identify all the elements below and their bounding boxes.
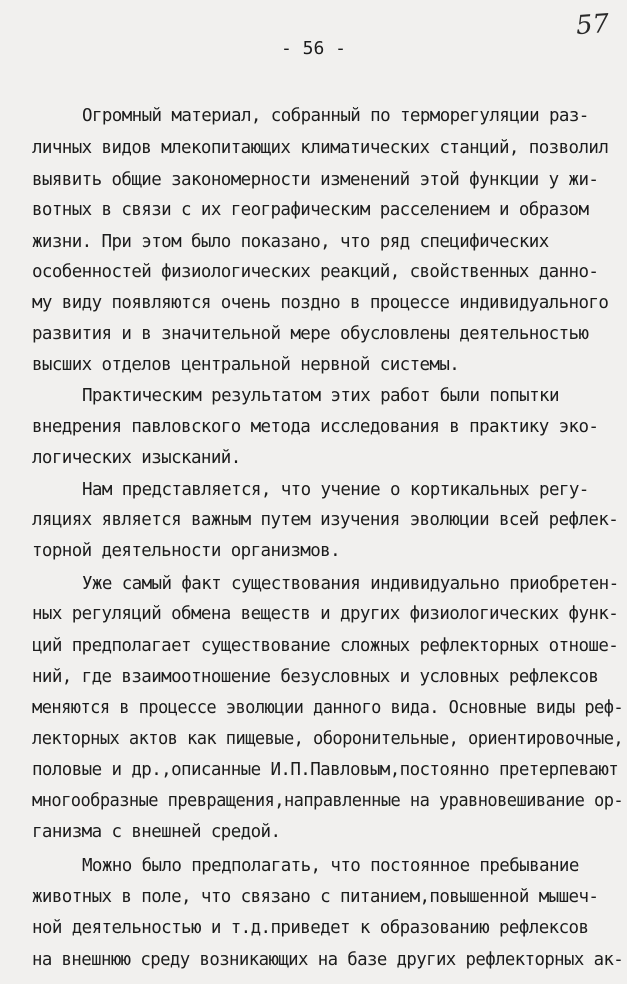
text-line: ний, где взаимоотношение безусловных и условных рефлексов [32,667,599,687]
page-number: - 56 - [280,38,347,59]
text-line: половые и др.,описанные И.П.Павловым,постоянно претерпевают [32,760,619,780]
text-line: лекторных актов как пищевые, оборонительные, ориентировочные, [32,729,624,749]
text-line: Практическим результатом этих работ были попытки [82,386,559,406]
text-line: особенностей физиологических реакций, свойственных данно- [32,262,599,282]
text-line: логических изысканий. [32,448,241,468]
text-line: вотных в связи с их географическим расселением и образом [32,200,589,220]
text-line: Уже самый факт существования индивидуально приобретен- [82,574,619,594]
text-line: многообразные превращения,направленные на уравновешивание ор- [32,791,624,811]
text-line: му виду появляются очень поздно в процессе индивидуального [32,293,609,313]
text-line: ной деятельностью и т.д.приведет к образованию рефлексов [32,918,589,938]
text-line: ных регуляций обмена веществ и других физиологических функ- [32,604,619,624]
text-line: Нам представляется, что учение о кортикальных регу- [82,480,589,500]
text-line: животных в поле, что связано с питанием,повышенной мышеч- [32,887,599,907]
text-line: Огромный материал, собранный по терморегуляции раз- [82,106,589,126]
text-line: Можно было предполагать, что постоянное пребывание [82,856,579,876]
text-line: ляциях является важным путем изучения эволюции всей рефлек- [32,510,619,530]
text-line: личных видов млекопитающих климатических станций, позволил [32,138,609,158]
text-line: на внешнюю среду возникающих на базе других рефлекторных ак- [32,950,624,970]
text-line: торной деятельности организмов. [32,541,341,561]
text-line: меняются в процессе эволюции данного вида. Основные виды реф- [32,698,624,718]
text-line: высших отделов центральной нервной системы. [32,355,460,375]
text-line: выявить общие закономерности изменений этой функции у жи- [32,170,599,190]
text-line: жизни. При этом было показано, что ряд специфических [32,232,549,252]
text-line: внедрения павловского метода исследования в практику эко- [32,417,599,437]
handwritten-page-number: 57 [574,8,611,42]
text-line: ций предполагает существование сложных рефлекторных отноше- [32,636,619,656]
text-line: развития и в значительной мере обусловлены деятельностью [32,324,589,344]
text-line: ганизма с внешней средой. [32,822,281,842]
